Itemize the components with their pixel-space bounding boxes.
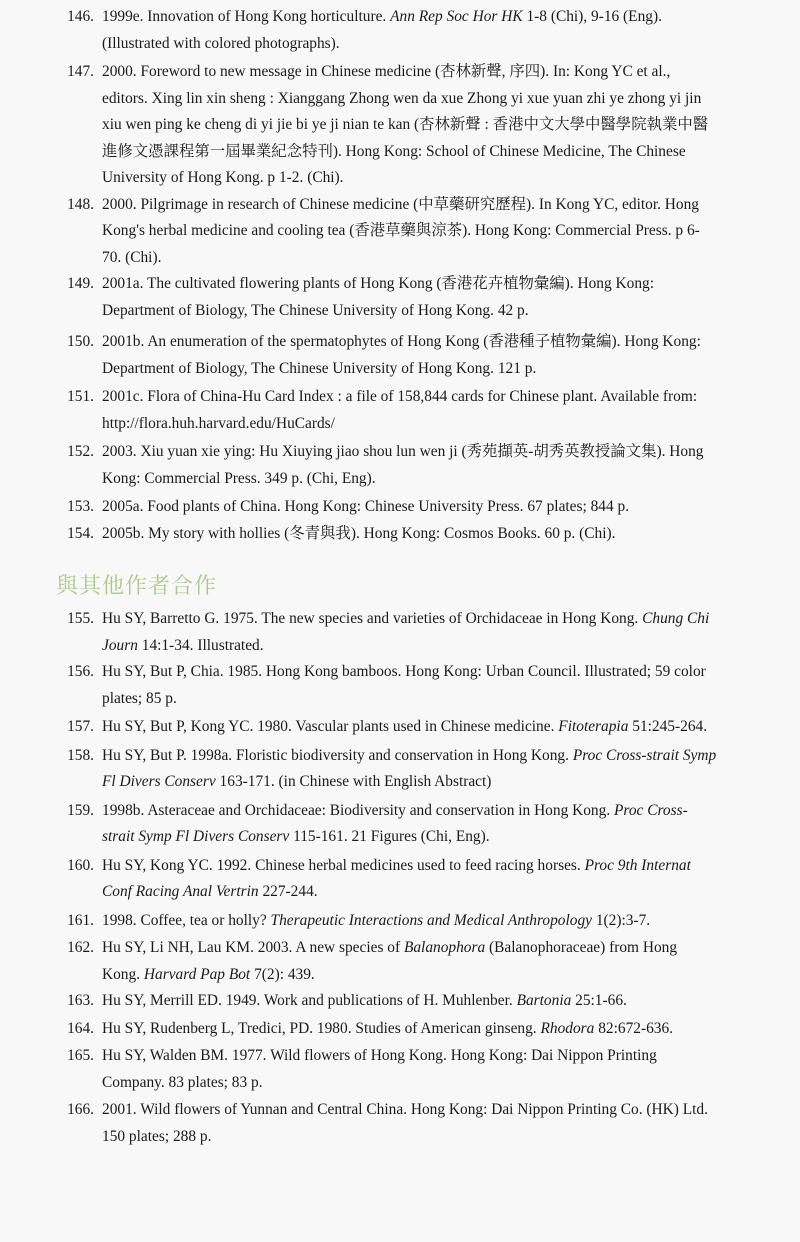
reference-text-part: Hu SY, But P, Chia. 1985. Hong Kong bamboos. Hong Kong: Urban Council. Illustrated; 59 color plates; 85 p.	[102, 663, 706, 707]
reference-text-part: 2003. Xiu yuan xie ying: Hu Xiuying jiao shou lun wen ji (秀苑擷英-胡秀英教授論文集). Hong Kong: Commercial Press. 349 p. (Chi, Eng).	[102, 443, 704, 487]
italic-title: Bartonia	[516, 992, 572, 1009]
reference-number: 152.	[67, 443, 94, 460]
reference-entry	[0, 659, 800, 712]
reference-text-part: 2001. Wild flowers of Yunnan and Central China. Hong Kong: Dai Nippon Printing Co. (HK) Ltd. 150 plates; 288 p.	[102, 1101, 708, 1145]
reference-text-part: 2005b. My story with hollies (冬青與我). Hong Kong: Cosmos Books. 60 p. (Chi).	[102, 524, 616, 542]
reference-number: 165.	[67, 1047, 94, 1064]
reference-text-part: 14:1-34. Illustrated.	[137, 636, 264, 654]
reference-entry	[0, 935, 800, 988]
reference-text	[102, 935, 717, 988]
reference-entry	[0, 606, 800, 659]
reference-entry	[0, 1097, 800, 1150]
reference-text	[102, 384, 717, 437]
reference-text	[102, 988, 717, 1015]
reference-text	[102, 659, 717, 712]
reference-number: 160.	[67, 856, 94, 874]
reference-text-part: 1999e. Innovation of Hong Kong horticulture.	[102, 8, 391, 25]
reference-text-part: 1-8 (Chi), 9-16 (Eng). (Illustrated with colored photographs).	[102, 8, 662, 52]
reference-text-part: 227-244.	[258, 883, 318, 900]
reference-text-part: Hu SY, Walden BM. 1977. Wild flowers of Hong Kong. Hong Kong: Dai Nippon Printing Company. 83 plates; 83 p.	[102, 1047, 657, 1091]
reference-entry	[0, 4, 800, 57]
reference-number: 155.	[67, 610, 94, 627]
reference-entry	[0, 329, 800, 382]
reference-entry	[0, 521, 800, 548]
reference-text	[102, 853, 717, 906]
reference-number: 157.	[67, 718, 94, 735]
reference-number: 146.	[67, 8, 94, 25]
reference-number: 147.	[67, 63, 94, 80]
reference-text	[102, 271, 717, 324]
reference-text-part: 115-161. 21 Figures (Chi, Eng).	[289, 828, 490, 845]
reference-list-solo	[0, 4, 800, 547]
italic-title: Proc 9th Internat Conf Racing Anal Vertrin	[102, 856, 691, 900]
reference-number: 149.	[67, 275, 94, 292]
reference-text-part: Hu SY, Li NH, Lau KM. 2003. A new species of	[102, 939, 404, 956]
reference-text	[102, 521, 717, 548]
reference-number: 153.	[67, 498, 94, 515]
reference-text	[102, 59, 717, 192]
reference-text	[102, 908, 717, 935]
reference-entry	[0, 798, 800, 851]
reference-text	[102, 1043, 717, 1096]
italic-title: Therapeutic Interactions and Medical Anthropology	[270, 911, 592, 929]
reference-text	[102, 439, 717, 492]
reference-entry	[0, 908, 800, 935]
reference-entry	[0, 439, 800, 492]
reference-text	[102, 329, 717, 382]
reference-text-part: Hu SY, Kong YC. 1992. Chinese herbal medicines used to feed racing horses.	[102, 856, 585, 874]
reference-number: 164.	[67, 1019, 94, 1037]
reference-text	[102, 798, 717, 851]
reference-entry	[0, 743, 800, 796]
reference-entry	[0, 59, 800, 192]
reference-entry	[0, 714, 800, 741]
reference-text-part: 51:245-264.	[628, 718, 708, 735]
reference-number: 156.	[67, 663, 94, 680]
reference-number: 161.	[67, 911, 94, 929]
reference-number: 166.	[67, 1101, 94, 1118]
reference-text	[102, 606, 717, 659]
reference-text	[102, 743, 717, 796]
reference-text-part: 2000. Foreword to new message in Chinese medicine (杏林新聲, 序四). In: Kong YC et al., editors. Xing lin xin sheng : Xianggang Zhong wen da xue Zhong yi xue yuan zhi ye zhong yi jin xiu wen ping ke cheng di yi jie bi ye ji nian te kan (杏林新聲 : 香港中文大學中醫學院執業中醫進修文憑課程第一屆畢業紀念特刊). Hong Kong: School of Chinese Medicine, The Chinese University of Hong Kong. p 1-2. (Chi).	[102, 63, 709, 186]
reference-entry	[0, 1043, 800, 1096]
reference-text-part: 2001b. An enumeration of the spermatophytes of Hong Kong (香港種子植物彙編). Hong Kong: Department of Biology, The Chinese University of Hong Kong. 121 p.	[102, 333, 701, 377]
reference-text-part: 1998b. Asteraceae and Orchidaceae: Biodiversity and conservation in Hong Kong.	[102, 801, 615, 819]
reference-number: 159.	[67, 801, 94, 819]
italic-title: Proc Cross-strait Symp Fl Divers Conserv	[102, 801, 688, 845]
italic-title: Chung Chi Journ	[102, 610, 710, 654]
reference-text-part: (Balanophoraceae) from Hong Kong.	[102, 939, 678, 983]
reference-text-part: Hu SY, Merrill ED. 1949. Work and publications of H. Muhlenber.	[102, 992, 517, 1009]
reference-text-part: Hu SY, But P, Kong YC. 1980. Vascular plants used in Chinese medicine.	[102, 718, 559, 735]
reference-list-coauthored	[0, 606, 800, 1151]
reference-text	[102, 1097, 717, 1150]
italic-title: Rhodora	[540, 1019, 595, 1037]
reference-number: 150.	[67, 333, 94, 350]
reference-number: 148.	[67, 195, 94, 213]
reference-entry	[0, 1016, 800, 1043]
italic-title: Proc Cross-strait Symp Fl Divers Conserv	[102, 746, 717, 790]
reference-entry	[0, 494, 800, 521]
reference-text-part: 7(2): 439.	[250, 965, 315, 983]
reference-entry	[0, 192, 800, 272]
reference-entry	[0, 853, 800, 906]
reference-entry	[0, 988, 800, 1015]
reference-text	[102, 192, 717, 272]
reference-text-part: 1998. Coffee, tea or holly?	[102, 911, 271, 929]
reference-text-part: 2001c. Flora of China-Hu Card Index : a file of 158,844 cards for Chinese plant. Available from: http://flora.huh.harvard.edu/HuCards/	[102, 388, 698, 432]
section-heading: 與其他作者合作	[56, 574, 218, 599]
italic-title: Fitoterapia	[558, 718, 629, 735]
reference-text-part: Hu SY, But P. 1998a. Floristic biodiversity and conservation in Hong Kong.	[102, 746, 573, 764]
reference-text-part: 2001a. The cultivated flowering plants of Hong Kong (香港花卉植物彙編). Hong Kong: Department of Biology, The Chinese University of Hong Kong. 42 p.	[102, 275, 654, 319]
reference-text	[102, 1016, 717, 1043]
reference-number: 158.	[67, 746, 94, 764]
reference-text	[102, 4, 717, 57]
reference-text-part: 82:672-636.	[594, 1019, 674, 1037]
reference-text-part: 1(2):3-7.	[592, 911, 651, 929]
reference-number: 163.	[67, 992, 94, 1009]
italic-title: Harvard Pap Bot	[143, 965, 251, 983]
reference-text-part: Hu SY, Barretto G. 1975. The new species and varieties of Orchidaceae in Hong Kong.	[102, 610, 643, 627]
reference-text-part: 2005a. Food plants of China. Hong Kong: Chinese University Press. 67 plates; 844 p.	[102, 498, 630, 515]
reference-text-part: 2000. Pilgrimage in research of Chinese medicine (中草藥研究歷程). In Kong YC, editor. Hong Kong's herbal medicine and cooling tea (香港草藥與涼茶). Hong Kong: Commercial Press. p 6-70. (Chi).	[102, 195, 700, 266]
reference-text-part: 25:1-66.	[571, 992, 627, 1009]
reference-entry	[0, 271, 800, 324]
reference-text-part: 163-171. (in Chinese with English Abstract)	[215, 773, 492, 790]
italic-title: Ann Rep Soc Hor HK	[390, 8, 523, 25]
reference-entry	[0, 384, 800, 437]
reference-text-part: Hu SY, Rudenberg L, Tredici, PD. 1980. Studies of American ginseng.	[102, 1019, 541, 1037]
reference-text	[102, 494, 717, 521]
reference-number: 154.	[67, 524, 94, 542]
reference-text	[102, 714, 717, 741]
reference-number: 162.	[67, 939, 94, 956]
reference-number: 151.	[67, 388, 94, 405]
italic-title: Balanophora	[403, 939, 486, 956]
